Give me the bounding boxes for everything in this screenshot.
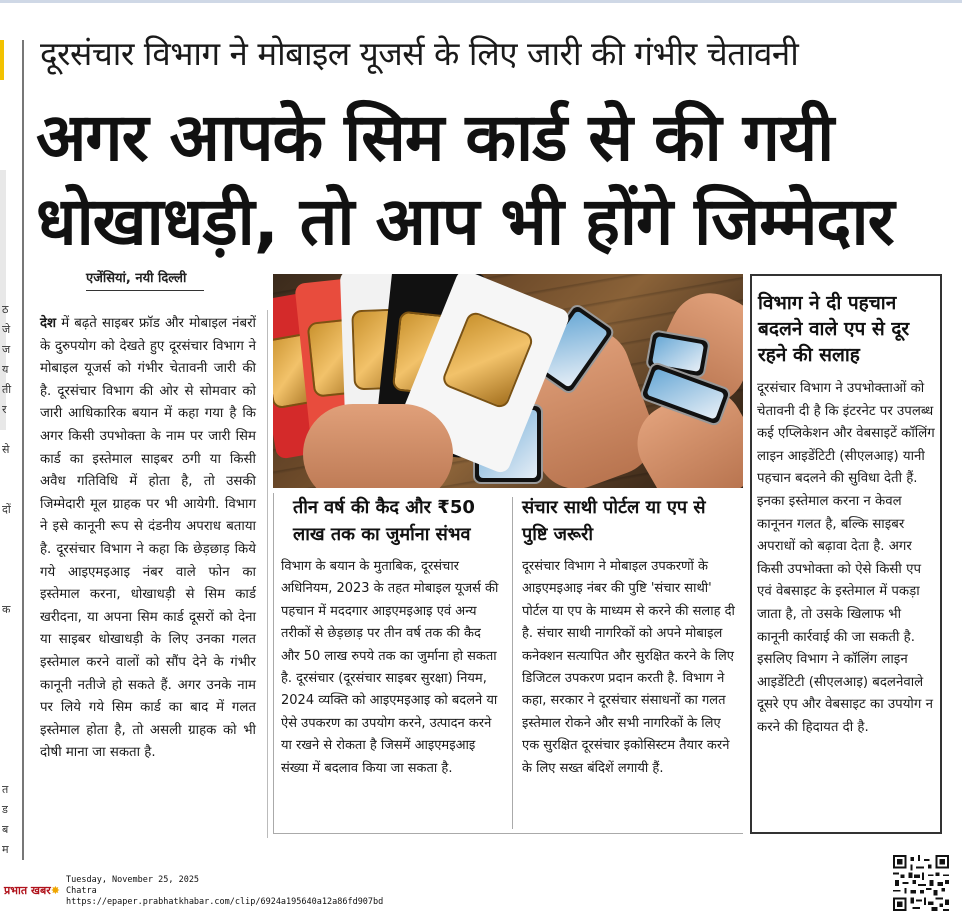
clip-date: Tuesday, November 25, 2025 bbox=[66, 875, 200, 885]
byline-underline bbox=[86, 290, 204, 291]
article-column-1-text: में बढ़ते साइबर फ्रॉड और मोबाइल नंबरों के दुरुपयोग को देखते हुए दूरसंचार विभाग ने मोबाइल यूजर्स को गंभीर चेतावनी जारी की है. दूरसंचार विभाग की ओर से सोमवार को जारी आधिकारिक बयान में कहा गया है कि अगर किसी उपभोक्ता के नाम पर जारी सिम कार्ड का इस्तेमाल साइबर ठगी या किसी अवैध गतिविधि में होता है, तो उसकी जिम्मेदारी मूल ग्राहक पर भी आयेगी. विभाग ने इसे कानूनी रूप से दंडनीय अपराध बताया है. दूरसंचार विभाग ने कहा कि छेड़छाड़ किये गये आइएमइआइ नंबर वाले फोन का इस्तेमाल करना, धोखाधड़ी से सिम कार्ड खरीदना, या अपना सिम कार्ड दूसरों को देना या साइबर धोखाधड़ी के लिए उनका गलत इस्तेमाल करने वालों को सौंप देने के गंभीर कानूनी नतीजे हो सकते हैं. अगर उनके नाम पर लिये गये सिम कार्ड का बाद में गलत इस्तेमाल होता है, तो असली ग्राहक को भी दोषी माना जा सकता है. bbox=[40, 316, 256, 761]
article-column-2: विभाग के बयान के मुताबिक, दूरसंचार अधिनियम, 2023 के तहत मोबाइल यूजर्स की पहचान में मददगार आइएमइआइ एवं अन्य तरीकों से छेड़छाड़ पर तीन वर्ष तक की कैद और 50 लाख रुपये तक का जुर्माना हो सकता है. दूरसंचार (दूरसंचार साइबर सुरक्षा) नियम, 2024 व्यक्ति को आइएमइआइ को बदलने या ऐसे उपकरण का उपयोग करने, उत्पादन करने या रखने से रोकता है जिसमें आइएमइआइ संख्या में बदलाव किया जा सकता है. bbox=[281, 559, 499, 776]
clip-metadata bbox=[66, 875, 383, 908]
clip-edition: Chatra bbox=[66, 886, 97, 896]
column-2-heading: तीन वर्ष की कैद और ₹50 लाख तक का जुर्माना संभव bbox=[293, 497, 475, 545]
left-edge-accent bbox=[0, 40, 4, 80]
photo-fingers bbox=[303, 404, 453, 488]
column-3-heading: संचार साथी पोर्टल या एप से पुष्टि जरूरी bbox=[522, 497, 706, 545]
publication-logo bbox=[4, 883, 60, 898]
top-border bbox=[0, 0, 962, 3]
main-headline bbox=[36, 96, 946, 264]
article-photo bbox=[273, 274, 743, 488]
adjacent-column-fragments: ठ जे ज य ती र से दों क त ड ब म bbox=[2, 303, 12, 856]
qr-code-icon[interactable] bbox=[893, 855, 949, 911]
byline: एजेंसियां, नयी दिल्ली bbox=[86, 271, 187, 286]
logo-text: प्रभात खबर bbox=[4, 884, 51, 897]
dropcap-lead: देश bbox=[40, 316, 57, 331]
left-column-rule bbox=[22, 40, 24, 860]
logo-star-icon: ✸ bbox=[50, 884, 60, 897]
article-column-3: दूरसंचार विभाग ने मोबाइल उपकरणों के आइएमइआइ नंबर की पुष्टि 'संचार साथी' पोर्टल या एप के माध्यम से करने की सलाह दी है. संचार साथी नागरिकों को अपने मोबाइल कनेक्शन सत्यापित और सुरक्षित करने के लिए डिजिटल उपकरण प्रदान करती है. विभाग ने कहा, सरकार ने दूरसंचार संसाधनों का गलत इस्तेमाल रोकने और सभी नागरिकों के लिए एक सुरक्षित दूरसंचार इकोसिस्टम तैयार करने के लिए सख्त बंदिशें लगायी हैं. bbox=[522, 559, 735, 776]
sidebar-text: दूरसंचार विभाग ने उपभोक्ताओं को चेतावनी दी है कि इंटरनेट पर उपलब्ध कई एप्लिकेशन और वेबसाइटें कॉलिंग लाइन आइडेंटिटी (सीएलआइ) यानी पहचान बदलने की सुविधा देती हैं. इनका इस्तेमाल करना न केवल कानूनन गलत है, बल्कि साइबर अपराधों को बढ़ावा देता है. अगर किसी उपभोक्ता को ऐसे किसी एप एवं वेबसाइट के इस्तेमाल में पकड़ा जाता है, तो उसके खिलाफ भी कानूनी कार्रवाई की जा सकती है. इसलिए विभाग ने कॉलिंग लाइन आइडेंटिटी (सीएलआइ) बदलनेवाले दूसरे एप और वेबसाइट का उपयोग न करने की हिदायत दी है. bbox=[757, 381, 935, 735]
kicker-headline: दूरसंचार विभाग ने मोबाइल यूजर्स के लिए जारी की गंभीर चेतावनी bbox=[40, 34, 799, 73]
headline-line-1: अगर आपके सिम कार्ड से की गयी bbox=[36, 99, 834, 176]
column-divider-1 bbox=[267, 310, 268, 838]
column-divider-2 bbox=[512, 497, 513, 829]
sidebar-heading: विभाग ने दी पहचान बदलने वाले एप से दूर रहने की सलाह bbox=[758, 292, 910, 366]
headline-line-2: धोखाधड़ी, तो आप भी होंगे जिम्मेदार bbox=[36, 183, 894, 260]
article-column-1 bbox=[40, 313, 256, 765]
clip-url[interactable]: https://epaper.prabhatkhabar.com/clip/6924a195640a12a86fd907bd bbox=[66, 897, 384, 907]
